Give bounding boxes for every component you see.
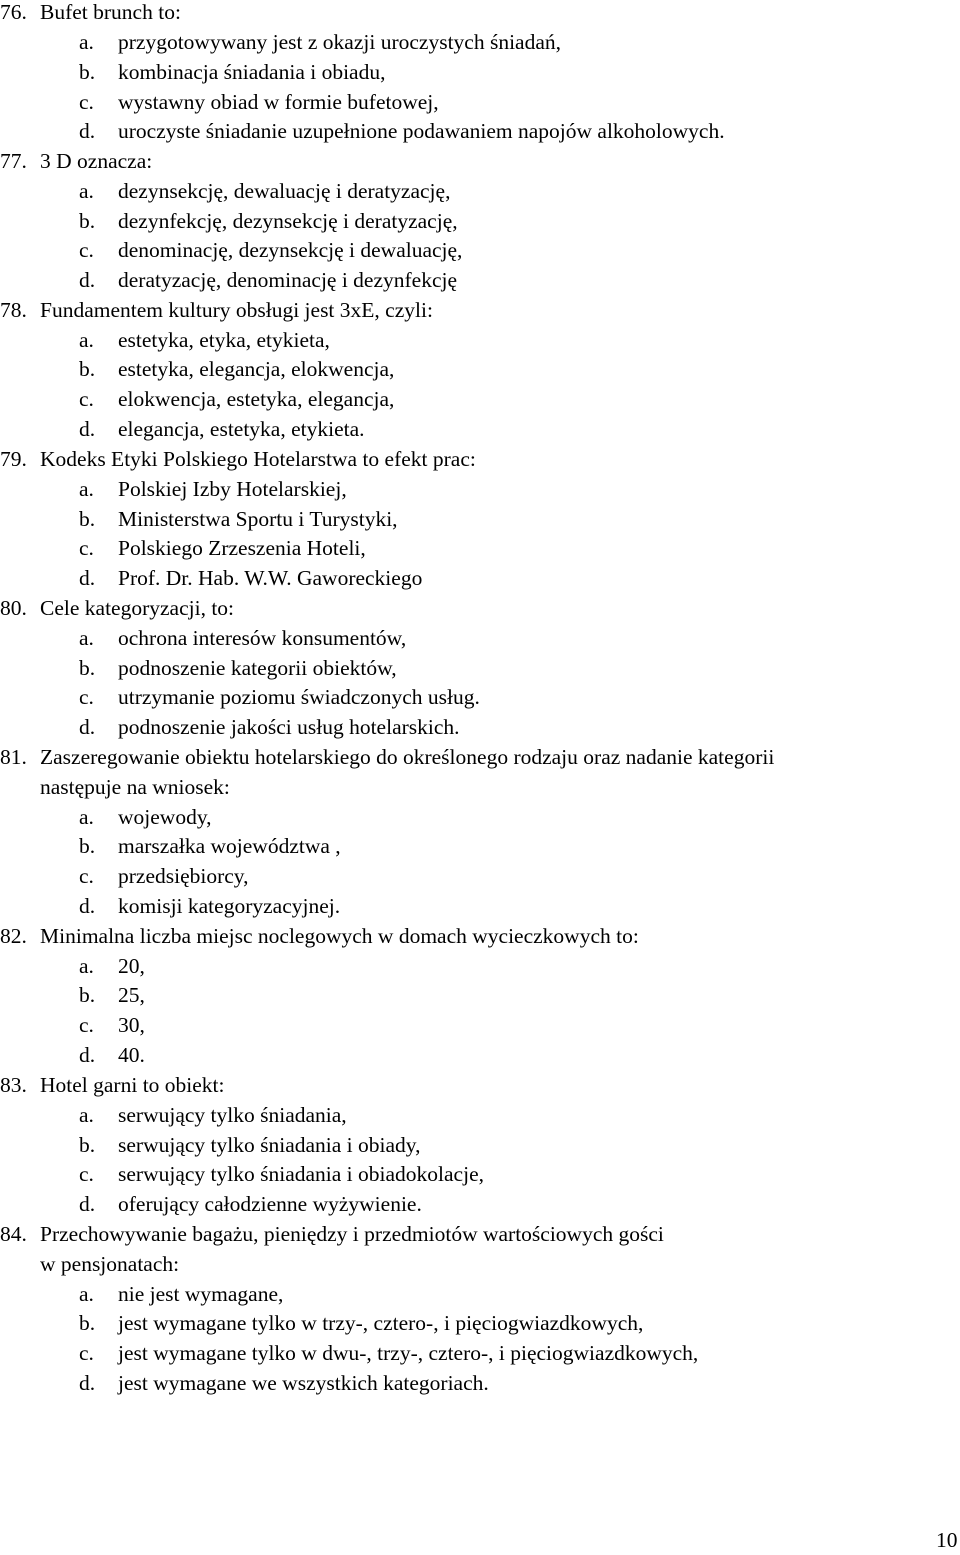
question-text: Minimalna liczba miejsc noclegowych w domach wycieczkowych to: xyxy=(40,924,639,948)
question-text: Cele kategoryzacji, to: xyxy=(40,596,235,620)
question-text-continuation: w pensjonatach: xyxy=(40,1252,180,1276)
answer-text: uroczyste śniadanie uzupełnione podawaniem napojów alkoholowych. xyxy=(118,119,725,143)
question-number: 81. xyxy=(0,745,27,769)
answer-text: deratyzację, denominację i dezynfekcję xyxy=(118,268,458,292)
answer-text: 40. xyxy=(118,1043,145,1067)
answer-text: serwujący tylko śniadania, xyxy=(118,1103,347,1127)
answer-letter: c. xyxy=(79,90,94,114)
answer-text: przedsiębiorcy, xyxy=(118,864,249,888)
answer-letter: a. xyxy=(79,1103,94,1127)
answer-text: 25, xyxy=(118,983,145,1007)
answer-text: Polskiej Izby Hotelarskiej, xyxy=(118,477,347,501)
answer-text: serwujący tylko śniadania i obiady, xyxy=(118,1133,421,1157)
answer-letter: c. xyxy=(79,864,94,888)
answer-letter: b. xyxy=(79,357,96,381)
question-text: Zaszeregowanie obiektu hotelarskiego do określonego rodzaju oraz nadanie kategorii xyxy=(40,745,775,769)
page-number: 10 xyxy=(936,1528,958,1552)
answer-letter: a. xyxy=(79,626,94,650)
answer-text: marszałka województwa , xyxy=(118,834,341,858)
answer-text: wystawny obiad w formie bufetowej, xyxy=(118,90,439,114)
answer-letter: d. xyxy=(79,715,96,739)
answer-text: jest wymagane tylko w dwu-, trzy-, cztero-, i pięciogwiazdkowych, xyxy=(118,1341,699,1365)
answer-text: 20, xyxy=(118,954,145,978)
answer-letter: a. xyxy=(79,805,94,829)
answer-text: estetyka, etyka, etykieta, xyxy=(118,328,330,352)
question-text: 3 D oznacza: xyxy=(40,149,153,173)
question-number: 82. xyxy=(0,924,27,948)
answer-letter: b. xyxy=(79,656,96,680)
answer-letter: a. xyxy=(79,30,94,54)
answer-text: komisji kategoryzacyjnej. xyxy=(118,894,341,918)
answer-letter: c. xyxy=(79,1162,94,1186)
answer-letter: c. xyxy=(79,1341,94,1365)
question-text: Fundamentem kultury obsługi jest 3xE, czyli: xyxy=(40,298,433,322)
answer-text: serwujący tylko śniadania i obiadokolacje, xyxy=(118,1162,484,1186)
answer-letter: a. xyxy=(79,179,94,203)
answer-text: elegancja, estetyka, etykieta. xyxy=(118,417,365,441)
answer-text: ochrona interesów konsumentów, xyxy=(118,626,407,650)
answer-text: Polskiego Zrzeszenia Hoteli, xyxy=(118,536,366,560)
answer-letter: d. xyxy=(79,566,96,590)
answer-text: nie jest wymagane, xyxy=(118,1282,284,1306)
answer-text: elokwencja, estetyka, elegancja, xyxy=(118,387,395,411)
question-number: 76. xyxy=(0,0,27,24)
question-text: Bufet brunch to: xyxy=(40,0,181,24)
question-text: Kodeks Etyki Polskiego Hotelarstwa to efekt prac: xyxy=(40,447,476,471)
answer-text: 30, xyxy=(118,1013,145,1037)
answer-letter: a. xyxy=(79,954,94,978)
answer-text: jest wymagane tylko w trzy-, cztero-, i pięciogwiazdkowych, xyxy=(118,1311,644,1335)
answer-text: wojewody, xyxy=(118,805,212,829)
answer-text: utrzymanie poziomu świadczonych usług. xyxy=(118,685,480,709)
question-number: 84. xyxy=(0,1222,27,1246)
answer-letter: b. xyxy=(79,983,96,1007)
answer-text: oferujący całodzienne wyżywienie. xyxy=(118,1192,422,1216)
question-text-continuation: następuje na wniosek: xyxy=(40,775,230,799)
answer-letter: b. xyxy=(79,507,96,531)
answer-letter: c. xyxy=(79,685,94,709)
answer-text: podnoszenie jakości usług hotelarskich. xyxy=(118,715,460,739)
answer-text: kombinacja śniadania i obiadu, xyxy=(118,60,386,84)
answer-letter: c. xyxy=(79,238,94,262)
answer-text: dezynsekcję, dewaluację i deratyzację, xyxy=(118,179,451,203)
answer-letter: b. xyxy=(79,834,96,858)
answer-letter: b. xyxy=(79,60,96,84)
answer-letter: d. xyxy=(79,1371,96,1395)
answer-letter: b. xyxy=(79,1311,96,1335)
answer-text: przygotowywany jest z okazji uroczystych śniadań, xyxy=(118,30,562,54)
question-text: Hotel garni to obiekt: xyxy=(40,1073,225,1097)
answer-letter: d. xyxy=(79,268,96,292)
answer-letter: c. xyxy=(79,536,94,560)
question-number: 77. xyxy=(0,149,27,173)
question-text: Przechowywanie bagażu, pieniędzy i przedmiotów wartościowych gości xyxy=(40,1222,664,1246)
answer-text: jest wymagane we wszystkich kategoriach. xyxy=(118,1371,489,1395)
answer-letter: d. xyxy=(79,894,96,918)
question-number: 78. xyxy=(0,298,27,322)
answer-text: denominację, dezynsekcję i dewaluację, xyxy=(118,238,463,262)
answer-letter: a. xyxy=(79,477,94,501)
question-number: 80. xyxy=(0,596,27,620)
answer-letter: a. xyxy=(79,328,94,352)
answer-letter: d. xyxy=(79,1192,96,1216)
answer-text: dezynfekcję, dezynsekcję i deratyzację, xyxy=(118,209,458,233)
question-number: 83. xyxy=(0,1073,27,1097)
answer-text: Ministerstwa Sportu i Turystyki, xyxy=(118,507,398,531)
answer-letter: c. xyxy=(79,1013,94,1037)
answer-letter: c. xyxy=(79,387,94,411)
answer-text: Prof. Dr. Hab. W.W. Gaworeckiego xyxy=(118,566,423,590)
answer-letter: a. xyxy=(79,1282,94,1306)
answer-letter: d. xyxy=(79,417,96,441)
answer-letter: b. xyxy=(79,209,96,233)
answer-text: estetyka, elegancja, elokwencja, xyxy=(118,357,395,381)
answer-letter: d. xyxy=(79,119,96,143)
question-number: 79. xyxy=(0,447,27,471)
answer-letter: d. xyxy=(79,1043,96,1067)
answer-text: podnoszenie kategorii obiektów, xyxy=(118,656,397,680)
answer-letter: b. xyxy=(79,1133,96,1157)
